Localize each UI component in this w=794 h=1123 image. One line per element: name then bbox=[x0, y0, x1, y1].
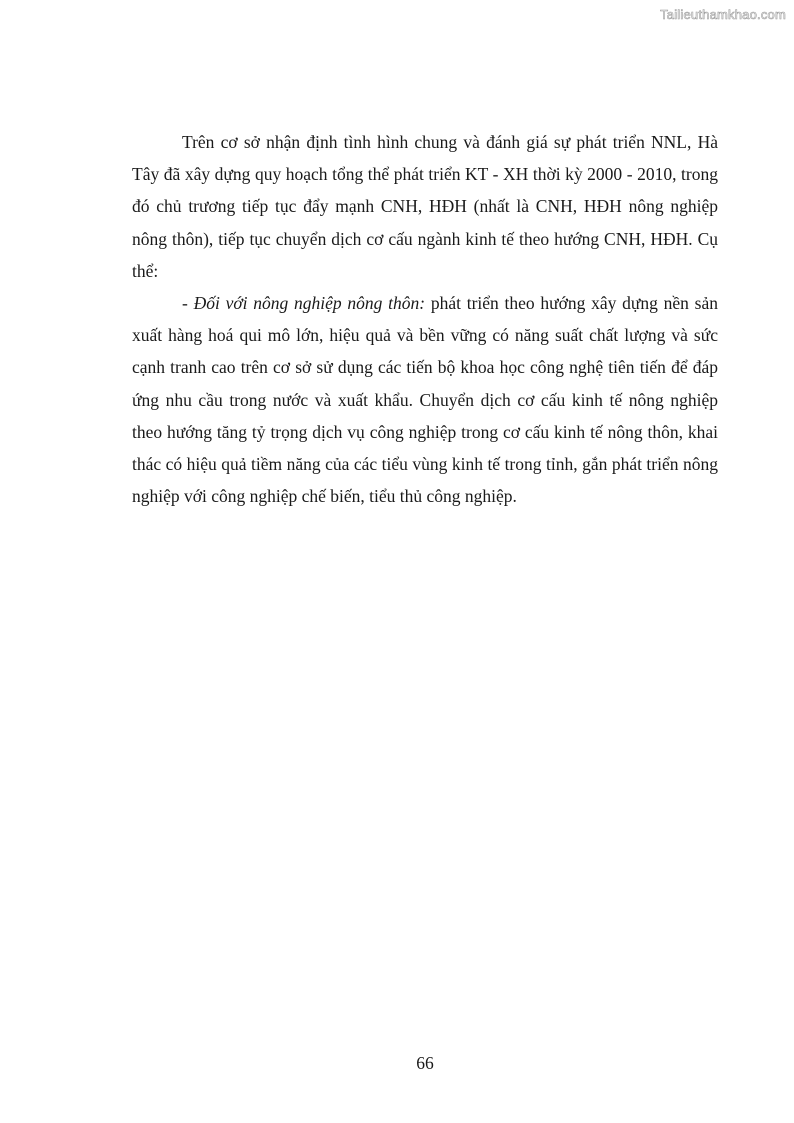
watermark-text: Tailieuthamkhao.com bbox=[660, 7, 786, 22]
paragraph-agriculture-text: phát triển theo hướng xây dựng nền sản xuất hàng hoá qui mô lớn, hiệu quả và bền vững có năng suất chất lượng và sức cạnh tranh cao trên cơ sở sử dụng các tiến bộ khoa học công nghệ tiên tiến để đáp ứng nhu cầu trong nước và xuất khẩu. Chuyển dịch cơ cấu kinh tế nông nghiệp theo hướng tăng tỷ trọng dịch vụ công nghiệp trong cơ cấu kinh tế nông thôn, khai thác có hiệu quả tiềm năng của các tiểu vùng kinh tế trong tỉnh, gắn phát triển nông nghiệp với công nghiệp chế biến, tiểu thủ công nghiệp. bbox=[132, 293, 718, 507]
paragraph-agriculture bbox=[132, 287, 718, 512]
paragraph-agriculture-lead: - Đối với nông nghiệp nông thôn: bbox=[182, 293, 426, 314]
paragraph-intro-text: Trên cơ sở nhận định tình hình chung và đánh giá sự phát triển NNL, Hà Tây đã xây dựng quy hoạch tổng thể phát triển KT - XH thời kỳ 2000 - 2010, trong đó chủ trương tiếp tục đẩy mạnh CNH, HĐH (nhất là CNH, HĐH nông nghiệp nông thôn), tiếp tục chuyển dịch cơ cấu ngành kinh tế theo hướng CNH, HĐH. Cụ thể: bbox=[132, 132, 718, 281]
page-number: 66 bbox=[416, 1053, 434, 1073]
document-body bbox=[132, 126, 718, 512]
paragraph-intro bbox=[132, 126, 718, 287]
